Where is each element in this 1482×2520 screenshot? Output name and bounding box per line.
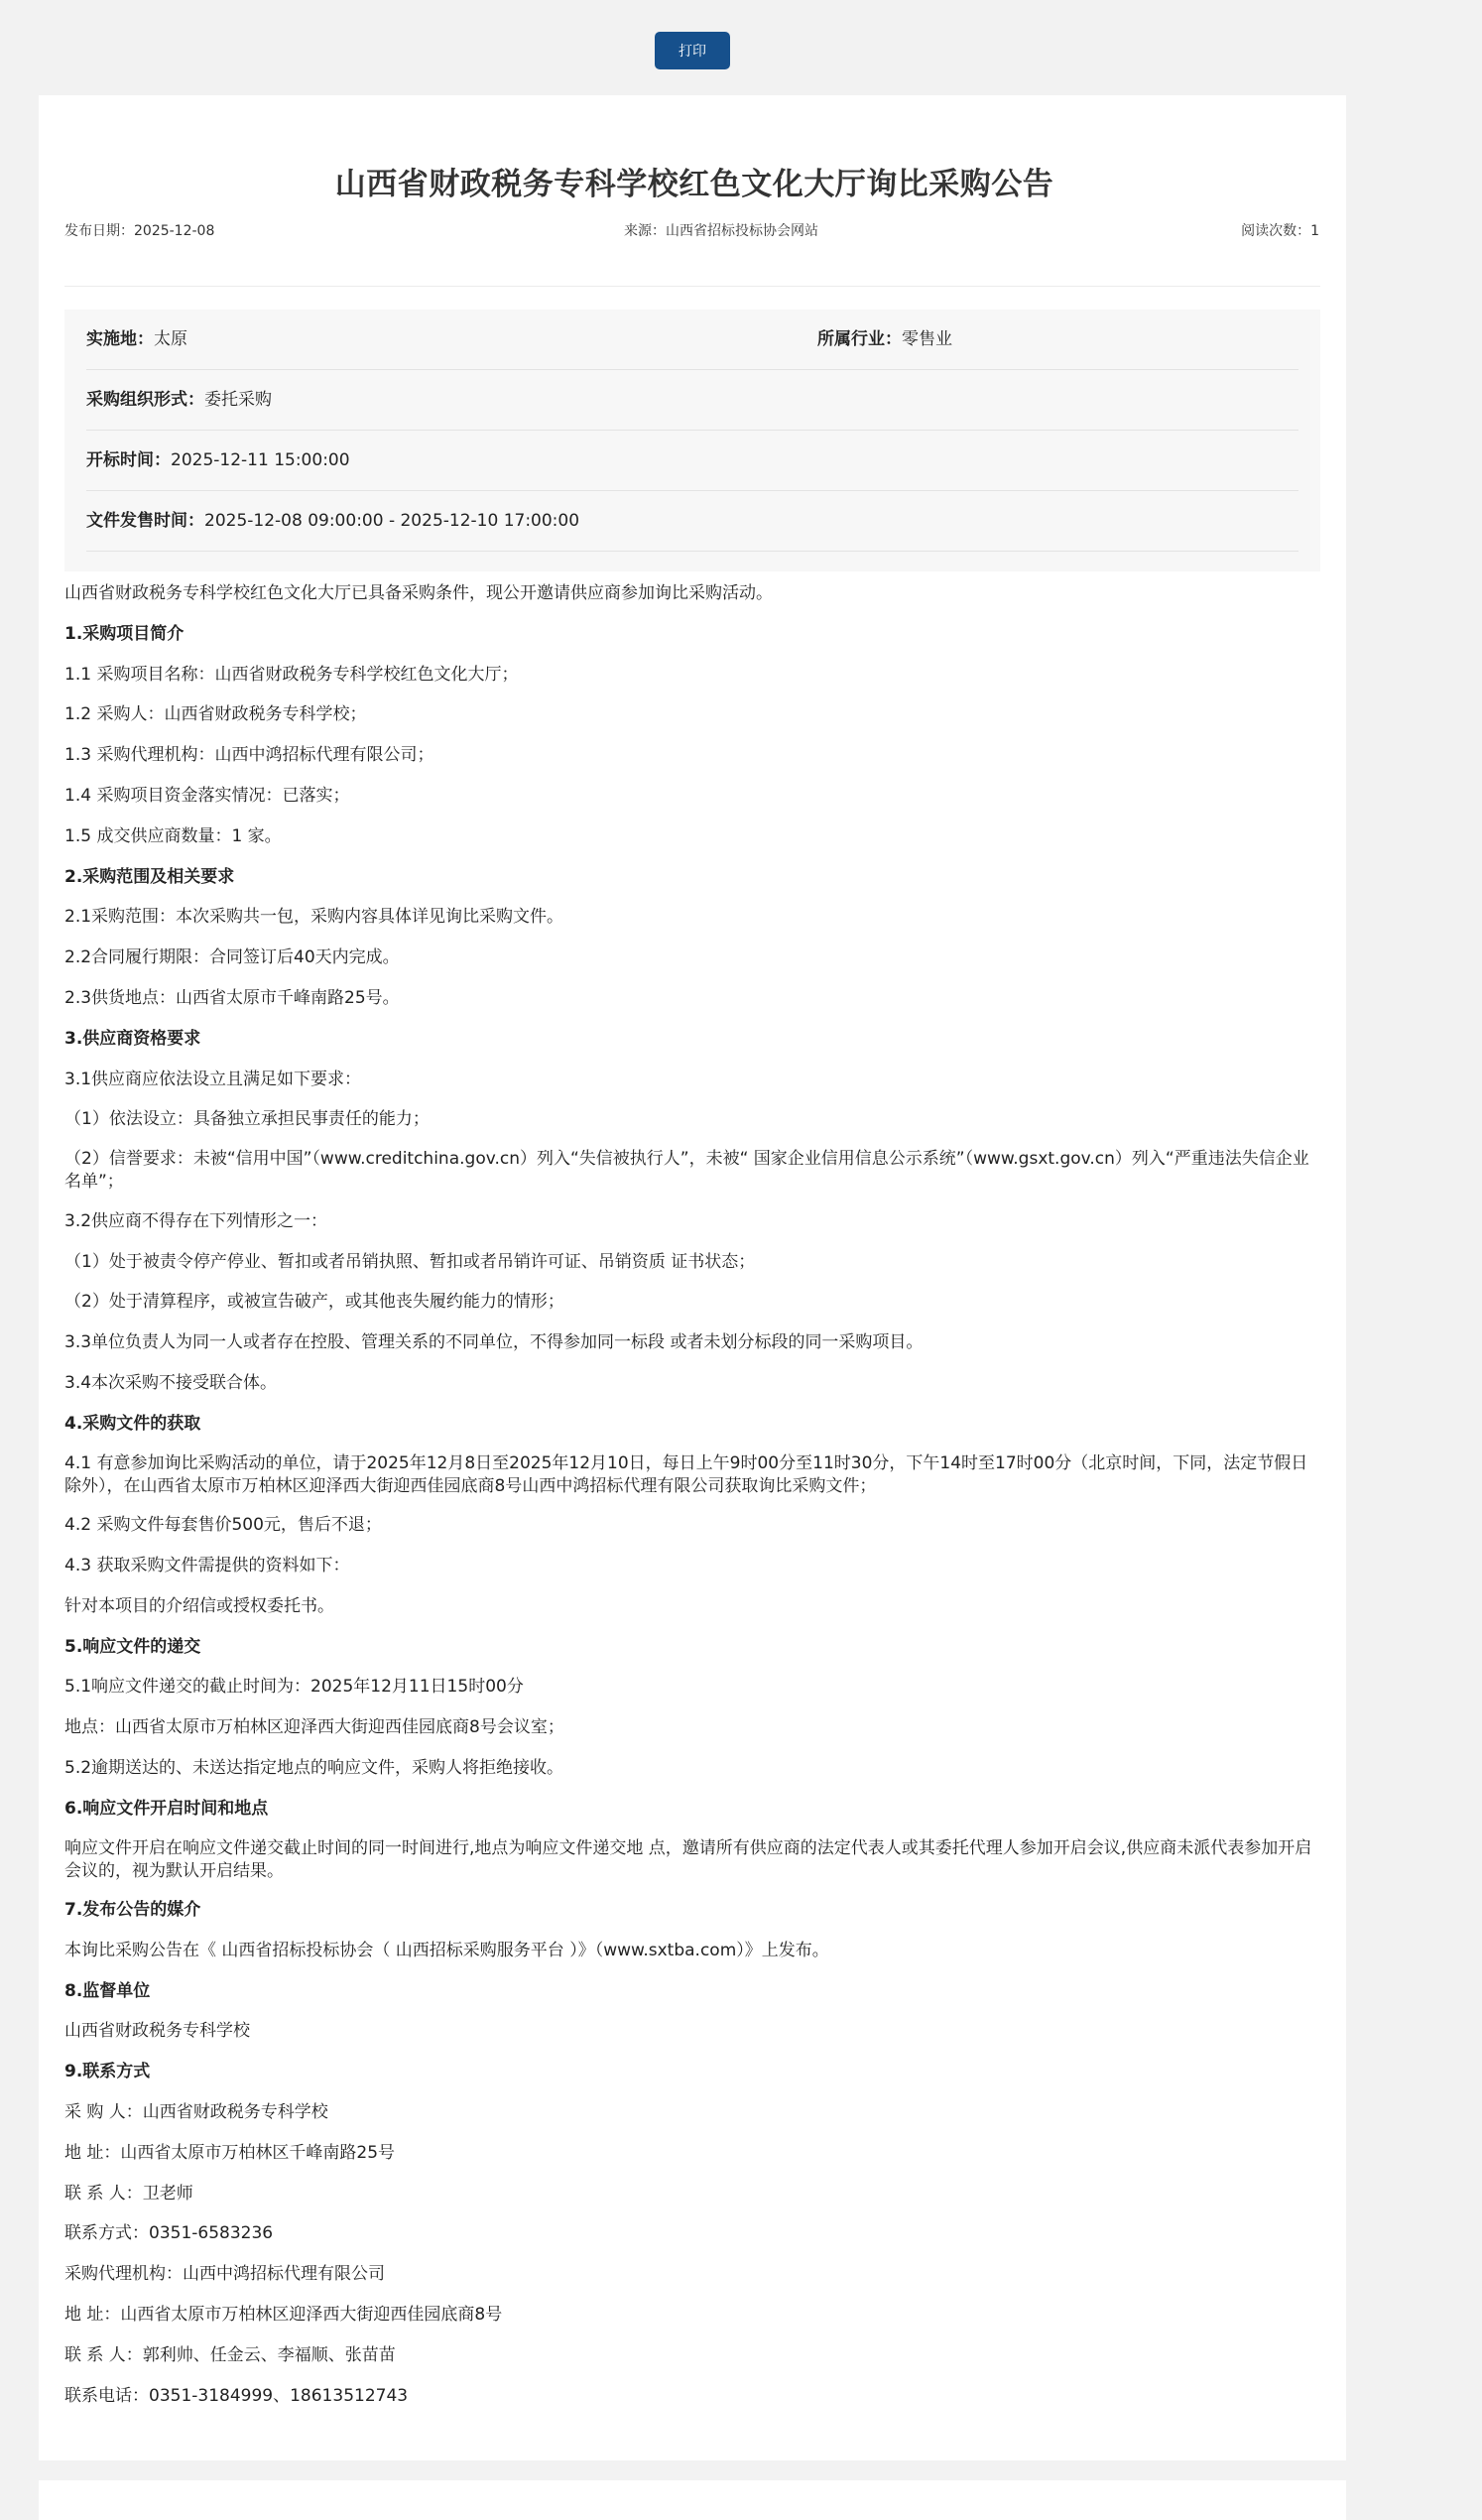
doc-time-label: 文件发售时间：: [86, 511, 204, 531]
paragraph: 地 址：山西省太原市万柏林区千峰南路25号: [64, 2142, 396, 2163]
section-heading: 6.响应文件开启时间和地点: [64, 1798, 269, 1819]
location-value: 太原: [154, 329, 187, 349]
info-row-location: [86, 310, 1298, 370]
page-title: 山西省财政税务专科学校红色文化大厅询比采购公告: [334, 167, 1054, 202]
location-label: 实施地：: [86, 329, 154, 349]
divider: [64, 286, 1320, 287]
paragraph: 1.1 采购项目名称：山西省财政税务专科学校红色文化大厅；: [64, 664, 519, 685]
section-heading: 3.供应商资格要求: [64, 1028, 201, 1049]
paragraph: 山西省财政税务专科学校: [64, 2021, 250, 2042]
paragraph: 4.1 有意参加询比采购活动的单位，请于2025年12月8日至2025年12月10日，每日上午9时00分至11时30分，下午14时至17时00分（北京时间，下同，法定节假日除外），在山西省太原市万柏林区迎泽西大街迎西佳园底商8号山西中鸿招标代理有限公司获取询比采购文件；: [64, 1452, 1308, 1496]
paragraph: 3.1供应商应依法设立且满足如下要求：: [64, 1069, 362, 1089]
section-heading: 2.采购范围及相关要求: [64, 866, 235, 887]
section-heading: 5.响应文件的递交: [64, 1636, 201, 1657]
info-row-open-time: [86, 431, 1298, 491]
paragraph: 1.3 采购代理机构：山西中鸿招标代理有限公司；: [64, 745, 434, 766]
section-heading: 9.联系方式: [64, 2062, 151, 2082]
industry-label: 所属行业：: [817, 329, 902, 349]
paragraph: 2.2合同履行期限：合同签订后40天内完成。: [64, 947, 400, 968]
paragraph: （1）依法设立：具备独立承担民事责任的能力；: [64, 1109, 430, 1130]
paragraph: 针对本项目的介绍信或授权委托书。: [64, 1595, 334, 1616]
read-count: 阅读次数：1: [1241, 223, 1319, 239]
paragraph: 2.1采购范围：本次采购共一包，采购内容具体详见询比采购文件。: [64, 907, 564, 928]
info-panel: [64, 310, 1320, 571]
paragraph: 联 系 人：卫老师: [64, 2183, 193, 2204]
source: 来源：山西省招标投标协会网站: [624, 223, 818, 239]
section-heading: 7.发布公告的媒介: [64, 1900, 201, 1921]
paragraph: 联系方式：0351-6583236: [64, 2223, 274, 2244]
paragraph: 地 址：山西省太原市万柏林区迎泽西大街迎西佳园底商8号: [64, 2305, 503, 2326]
print-button[interactable]: 打印: [655, 32, 730, 69]
announcement-body: [64, 581, 1322, 2424]
doc-time-value: 2025-12-08 09:00:00 - 2025-12-10 17:00:00: [204, 511, 580, 531]
paragraph: 地点：山西省太原市万柏林区迎泽西大街迎西佳园底商8号会议室；: [64, 1717, 564, 1738]
publish-date: 发布日期：2025-12-08: [64, 223, 215, 239]
paragraph: 联系电话：0351-3184999、18613512743: [64, 2385, 409, 2406]
paragraph: 响应文件开启在响应文件递交截止时间的同一时间进行,地点为响应文件递交地 点，邀请所有供应商的法定代表人或其委托代理人参加开启会议,供应商未派代表参加开启会议的，视为默认开启结果。: [64, 1837, 1312, 1881]
paragraph: 采 购 人：山西省财政税务专科学校: [64, 2102, 328, 2123]
org-form-value: 委托采购: [204, 390, 272, 410]
paragraph: 4.2 采购文件每套售价500元，售后不退；: [64, 1515, 382, 1536]
paragraph: 5.2逾期送达的、未送达指定地点的响应文件，采购人将拒绝接收。: [64, 1757, 564, 1778]
paragraph: 2.3供货地点：山西省太原市千峰南路25号。: [64, 987, 400, 1008]
paragraph: 3.2供应商不得存在下列情形之一：: [64, 1210, 328, 1231]
section-heading: 4.采购文件的获取: [64, 1413, 201, 1434]
section-heading: 8.监督单位: [64, 1980, 151, 2001]
industry-value: 零售业: [902, 329, 952, 349]
paragraph: （2）信誉要求：未被“信用中国”（www.creditchina.gov.cn）列入“失信被执行人”，未被“ 国家企业信用信息公示系统”（www.gsxt.gov.cn）列入“严重违法失信企业名单”；: [64, 1149, 1309, 1193]
info-row-doc-time: [86, 491, 1298, 552]
paragraph: 4.3 获取采购文件需提供的资料如下：: [64, 1555, 350, 1575]
industry-cell: [817, 310, 952, 369]
next-paper: [39, 2480, 1346, 2520]
section-heading: 1.采购项目简介: [64, 623, 185, 644]
paragraph: 1.5 成交供应商数量：1 家。: [64, 825, 282, 846]
paragraph: 3.4本次采购不接受联合体。: [64, 1372, 278, 1393]
paragraph: （1）处于被责令停产停业、暂扣或者吊销执照、暂扣或者吊销许可证、吊销资质 证书状态；: [64, 1251, 756, 1272]
paragraph: 3.3单位负责人为同一人或者存在控股、管理关系的不同单位，不得参加同一标段 或者未划分标段的同一采购项目。: [64, 1332, 924, 1353]
info-row-org-form: [86, 370, 1298, 431]
paragraph: 1.4 采购项目资金落实情况：已落实；: [64, 785, 350, 806]
paragraph: 1.2 采购人：山西省财政税务专科学校；: [64, 704, 367, 725]
org-form-label: 采购组织形式：: [86, 390, 204, 410]
paragraph: 联 系 人：郭利帅、任金云、李福顺、张苗苗: [64, 2344, 396, 2365]
open-time-label: 开标时间：: [86, 450, 171, 470]
open-time-value: 2025-12-11 15:00:00: [171, 450, 350, 470]
paragraph: 山西省财政税务专科学校红色文化大厅已具备采购条件，现公开邀请供应商参加询比采购活动。: [64, 583, 773, 603]
paragraph: （2）处于清算程序，或被宣告破产，或其他丧失履约能力的情形；: [64, 1292, 564, 1313]
paragraph: 5.1响应文件递交的截止时间为：2025年12月11日15时00分: [64, 1677, 524, 1698]
paragraph: 本询比采购公告在《 山西省招标投标协会（ 山西招标采购服务平台 ）》（www.sxtba.com）》上发布。: [64, 1940, 829, 1960]
paragraph: 采购代理机构：山西中鸿招标代理有限公司: [64, 2264, 385, 2285]
